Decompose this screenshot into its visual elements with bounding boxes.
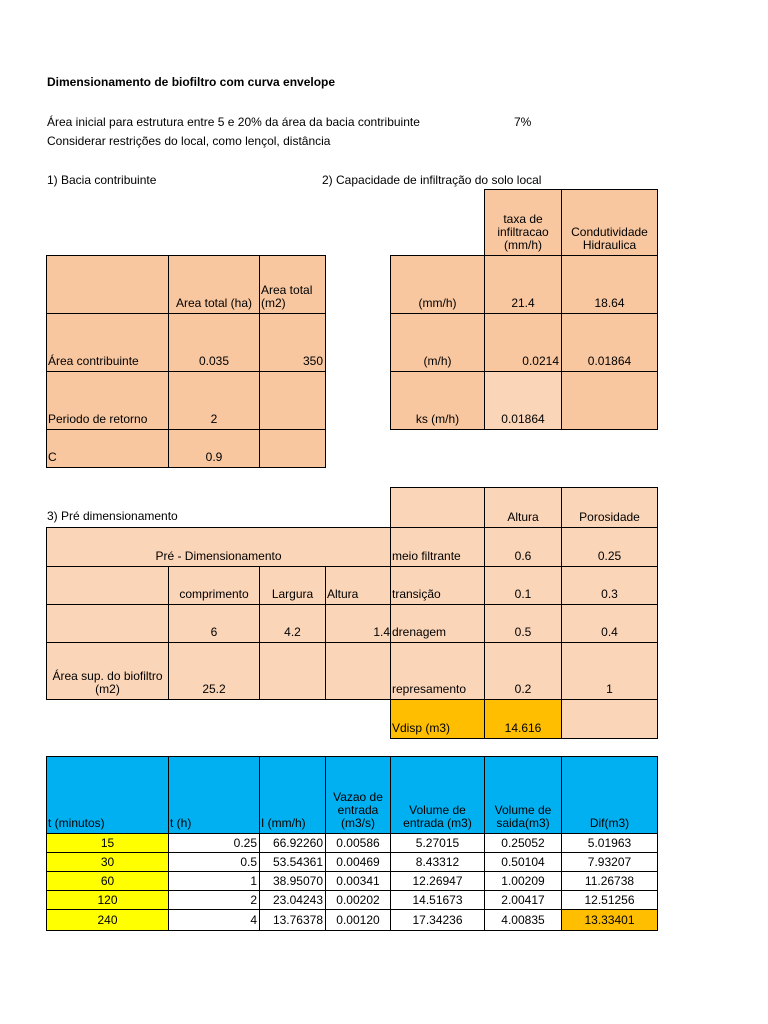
intro-line-1: Área inicial para estrutura entre 5 e 20% da área da bacia contribuinte [47, 115, 420, 129]
infiltracao-ks-value[interactable]: 0.01864 [484, 371, 562, 430]
resultados-cell-dif[interactable]: 5.01963 [561, 833, 658, 853]
infiltracao-mh-taxa[interactable]: 0.0214 [484, 313, 562, 372]
bacia-periodo-empty[interactable] [259, 371, 326, 430]
resultados-cell-vol-entrada[interactable]: 5.27015 [390, 833, 485, 853]
bacia-c-empty[interactable] [259, 429, 326, 468]
resultados-cell-vol-entrada[interactable]: 8.43312 [390, 852, 485, 872]
resultados-cell-vazao[interactable]: 0.00120 [325, 909, 391, 931]
camada-altura[interactable]: 0.2 [484, 642, 562, 700]
resultados-cell-i[interactable]: 53.54361 [259, 852, 326, 872]
camadas-col-porosidade[interactable]: Porosidade [561, 487, 658, 528]
resultados-cell-vol-saida[interactable]: 4.00835 [484, 909, 562, 931]
area-sup-value[interactable]: 25.2 [168, 642, 260, 700]
vdisp-value[interactable]: 14.616 [484, 699, 562, 739]
bacia-header-empty[interactable] [46, 255, 169, 314]
infiltracao-mmh-cond[interactable]: 18.64 [561, 255, 658, 314]
resultados-cell-t-h[interactable]: 0.5 [168, 852, 260, 872]
infiltracao-mmh-label[interactable]: (mm/h) [390, 255, 485, 314]
intro-line-2: Considerar restrições do local, como lençol, distância [47, 134, 331, 148]
resultados-cell-vazao[interactable]: 0.00469 [325, 852, 391, 872]
bacia-col-ha-header[interactable]: Area total (ha) [168, 255, 260, 314]
pre-dim-col-largura[interactable]: Largura [259, 566, 326, 605]
resultados-cell-vol-saida[interactable]: 2.00417 [484, 890, 562, 910]
camada-porosidade[interactable]: 0.3 [561, 566, 658, 605]
sheet-title: Dimensionamento de biofiltro com curva envelope [47, 75, 336, 89]
pre-dim-label-empty[interactable] [46, 566, 169, 605]
resultados-cell-t-min[interactable]: 60 [46, 871, 169, 891]
camada-label[interactable]: drenagem [390, 604, 485, 643]
vdisp-label[interactable]: Vdisp (m3) [390, 699, 485, 739]
resultados-cell-dif[interactable]: 12.51256 [561, 890, 658, 910]
resultados-cell-t-min[interactable]: 15 [46, 833, 169, 853]
resultados-header-vol-entrada[interactable]: Volume de entrada (m3) [390, 756, 485, 834]
resultados-cell-t-h[interactable]: 0.25 [168, 833, 260, 853]
resultados-cell-vol-entrada[interactable]: 14.51673 [390, 890, 485, 910]
camada-porosidade[interactable]: 1 [561, 642, 658, 700]
resultados-cell-t-h[interactable]: 2 [168, 890, 260, 910]
bacia-area-ha[interactable]: 0.035 [168, 313, 260, 372]
resultados-cell-vazao[interactable]: 0.00202 [325, 890, 391, 910]
resultados-cell-i[interactable]: 13.76378 [259, 909, 326, 931]
resultados-header-t-h[interactable]: t (h) [168, 756, 260, 834]
pre-dim-val-comprimento[interactable]: 6 [168, 604, 260, 643]
infiltracao-mmh-taxa[interactable]: 21.4 [484, 255, 562, 314]
resultados-cell-vol-saida[interactable]: 0.50104 [484, 852, 562, 872]
resultados-cell-vol-entrada[interactable]: 17.34236 [390, 909, 485, 931]
resultados-header-i[interactable]: I (mm/h) [259, 756, 326, 834]
pre-dim-val-altura[interactable]: 1.4 [325, 604, 391, 643]
resultados-cell-i[interactable]: 66.92260 [259, 833, 326, 853]
infiltracao-col-taxa-header[interactable]: taxa de infiltracao (mm/h) [484, 189, 562, 256]
pre-dim-val-largura[interactable]: 4.2 [259, 604, 326, 643]
resultados-cell-t-min[interactable]: 240 [46, 909, 169, 931]
resultados-cell-dif-max[interactable]: 13.33401 [561, 909, 658, 931]
resultados-cell-vol-saida[interactable]: 0.25052 [484, 833, 562, 853]
resultados-header-dif[interactable]: Dif(m3) [561, 756, 658, 834]
resultados-header-vazao[interactable]: Vazao de entrada (m3/s) [325, 756, 391, 834]
intro-line-1-value: 7% [514, 115, 532, 129]
resultados-cell-i[interactable]: 38.95070 [259, 871, 326, 891]
section3-title: 3) Pré dimensionamento [47, 509, 178, 523]
bacia-area-label[interactable]: Área contribuinte [46, 313, 169, 372]
infiltracao-ks-label[interactable]: ks (m/h) [390, 371, 485, 430]
camada-altura[interactable]: 0.1 [484, 566, 562, 605]
resultados-cell-dif[interactable]: 7.93207 [561, 852, 658, 872]
area-sup-empty-1[interactable] [259, 642, 326, 700]
resultados-cell-t-min[interactable]: 120 [46, 890, 169, 910]
camadas-col-altura[interactable]: Altura [484, 487, 562, 528]
camada-porosidade[interactable]: 0.25 [561, 527, 658, 567]
camada-altura[interactable]: 0.6 [484, 527, 562, 567]
bacia-periodo-value[interactable]: 2 [168, 371, 260, 430]
camada-label[interactable]: transição [390, 566, 485, 605]
resultados-cell-dif[interactable]: 11.26738 [561, 871, 658, 891]
resultados-header-t-min[interactable]: t (minutos) [46, 756, 169, 834]
resultados-cell-vol-entrada[interactable]: 12.26947 [390, 871, 485, 891]
bacia-area-m2[interactable]: 350 [259, 313, 326, 372]
pre-dimensionamento-header[interactable]: Pré - Dimensionamento [46, 527, 391, 567]
section1-title: 1) Bacia contribuinte [47, 173, 157, 187]
bacia-periodo-label[interactable]: Periodo de retorno [46, 371, 169, 430]
resultados-cell-t-h[interactable]: 4 [168, 909, 260, 931]
camada-label[interactable]: meio filtrante [390, 527, 485, 567]
resultados-cell-vol-saida[interactable]: 1.00209 [484, 871, 562, 891]
infiltracao-col-cond-header[interactable]: Condutividade Hidraulica [561, 189, 658, 256]
infiltracao-mh-label[interactable]: (m/h) [390, 313, 485, 372]
resultados-cell-i[interactable]: 23.04243 [259, 890, 326, 910]
infiltracao-ks-empty[interactable] [561, 371, 658, 430]
resultados-header-vol-saida[interactable]: Volume de saida(m3) [484, 756, 562, 834]
bacia-c-value[interactable]: 0.9 [168, 429, 260, 468]
section2-title: 2) Capacidade de infiltração do solo local [322, 173, 542, 187]
bacia-c-label[interactable]: C [46, 429, 169, 468]
bacia-col-m2-header[interactable]: Area total (m2) [259, 255, 326, 314]
resultados-cell-vazao[interactable]: 0.00586 [325, 833, 391, 853]
area-sup-label[interactable]: Área sup. do biofiltro (m2) [46, 642, 169, 700]
resultados-cell-t-h[interactable]: 1 [168, 871, 260, 891]
resultados-cell-vazao[interactable]: 0.00341 [325, 871, 391, 891]
camada-altura[interactable]: 0.5 [484, 604, 562, 643]
camadas-header-empty[interactable] [390, 487, 485, 528]
camada-porosidade[interactable]: 0.4 [561, 604, 658, 643]
pre-dim-col-altura[interactable]: Altura [325, 566, 391, 605]
resultados-cell-t-min[interactable]: 30 [46, 852, 169, 872]
area-sup-empty-2[interactable] [325, 642, 391, 700]
camada-label[interactable]: represamento [390, 642, 485, 700]
pre-dim-col-comprimento[interactable]: comprimento [168, 566, 260, 605]
infiltracao-mh-cond[interactable]: 0.01864 [561, 313, 658, 372]
pre-dim-values-empty[interactable] [46, 604, 169, 643]
vdisp-empty[interactable] [561, 699, 658, 739]
